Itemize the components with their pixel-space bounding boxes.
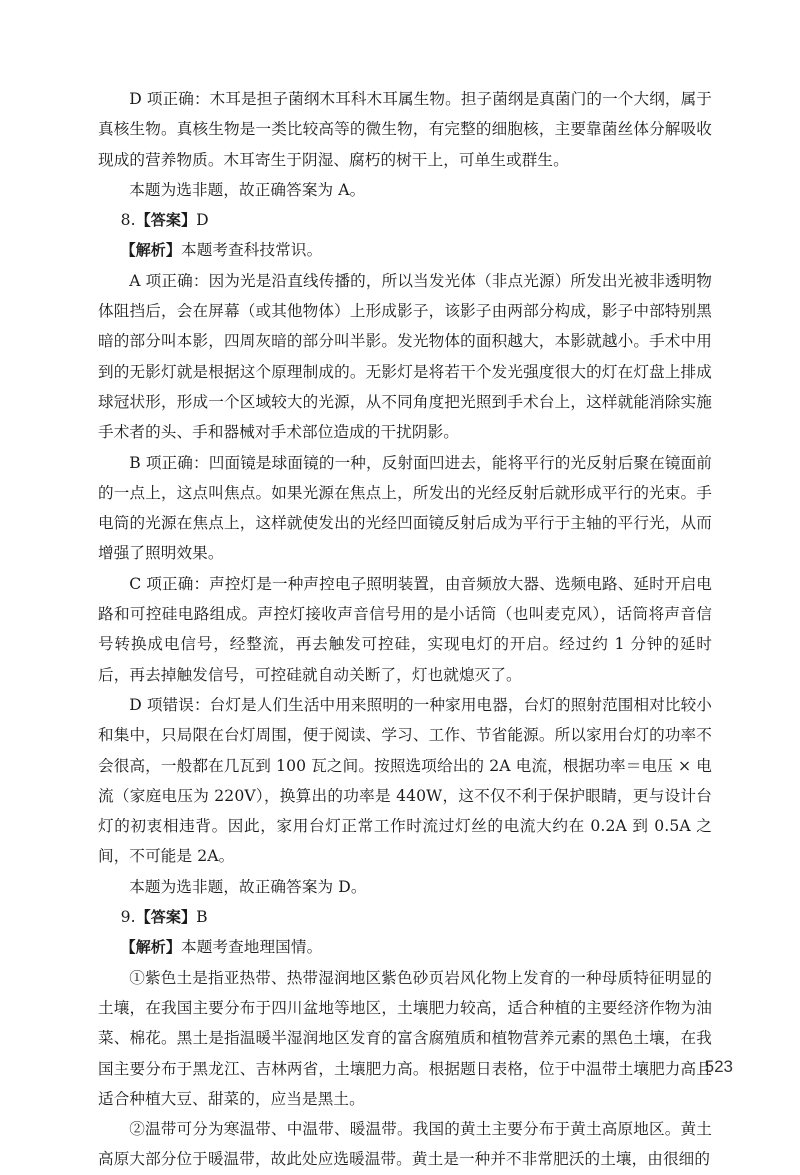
paragraph-conclusion-7: 本题为选非题，故正确答案为 A。 <box>129 180 366 199</box>
analysis-text: 本题考查科技常识。 <box>181 241 323 260</box>
paragraph-c-correct: C 项正确：声控灯是一种声控电子照明装置，由音频放大器、选频电路、延时开启电路和可控硅电路组成。声控灯接收声音信号用的是小话筒（也叫麦克风），话筒将声音信号转换成电信号，经整流，再去触发可控硅，实现电灯的开启。经过约 1 分钟的延时后，再去掉触发信号，可控硅就自动关断了，灯也就熄灭了。 <box>98 574 712 684</box>
paragraph-d-correct: D 项正确：木耳是担子菌纲木耳科木耳属生物。担子菌纲是真菌门的一个大纲，属于真核生物。真核生物是一类比较高等的微生物，有完整的细胞核，主要靠菌丝体分解吸收现成的营养物质。木耳寄生于阴湿、腐朽的树干上，可单生或群生。 <box>98 90 712 169</box>
analysis-9 <box>98 932 712 962</box>
answer-value: B <box>196 908 208 927</box>
answer-label: 【答案】 <box>135 211 197 230</box>
answer-8 <box>98 205 712 235</box>
answer-label: 【答案】 <box>135 908 197 927</box>
page-content <box>98 84 712 1175</box>
answer-value: D <box>196 211 209 230</box>
paragraph-b-correct: B 项正确：凹面镜是球面镜的一种，反射面凹进去，能将平行的光反射后聚在镜面前的一点上，这点叫焦点。如果光源在焦点上，所发出的光经反射后就形成平行的光束。手电筒的光源在焦点上，这样就使发出的光经凹面镜反射后成为平行于主轴的平行光，从而增强了照明效果。 <box>98 453 712 563</box>
question-number: 9. <box>120 908 136 927</box>
paragraph-item-1: ①紫色土是指亚热带、热带湿润地区紫色砂页岩风化物上发育的一种母质特征明显的土壤，在我国主要分布于四川盆地等地区，土壤肥力较高，适合种植的主要经济作物为油菜、棉花。黑土是指温暖半湿润地区发育的富含腐殖质和植物营养元素的黑色土壤，在我国主要分布于黑龙江、吉林两省，土壤肥力高。根据题日表格，位于中温带土壤肥力高且适合种植大豆、甜菜的，应当是黑土。 <box>98 968 712 1108</box>
paragraph-item-2: ②温带可分为寒温带、中温带、暖温带。我国的黄土主要分布于黄土高原地区。黄土高原大部分位于暖温带，故此处应选暖温带。黄土是一种并不非常肥沃的土壤，由很细的 <box>98 1120 712 1169</box>
analysis-8 <box>98 235 712 265</box>
page-number: 523 <box>704 1057 733 1076</box>
analysis-label: 【解析】 <box>120 938 182 957</box>
paragraph-a-correct: A 项正确：因为光是沿直线传播的，所以当发光体（非点光源）所发出光被非透明物体阻挡后，会在屏幕（或其他物体）上形成影子，该影子由两部分构成，影子中部特别黑暗的部分叫本影，四周灰暗的部分叫半影。发光物体的面积越大，本影就越小。手术中用到的无影灯就是根据这个原理制成的。无影灯是将若干个发光强度很大的灯在灯盘上排成球冠状形，形成一个区域较大的光源，从不同角度把光照到手术台上，这样就能消除实施手术者的头、手和器械对手术部位造成的干扰阴影。 <box>98 271 712 442</box>
paragraph-conclusion-8: 本题为选非题，故正确答案为 D。 <box>129 877 367 896</box>
paragraph-d-wrong: D 项错误：台灯是人们生活中用来照明的一种家用电器，台灯的照射范围相对比较小和集中，只局限在台灯周围，便于阅读、学习、工作、节省能源。所以家用台灯的功率不会很高，一般都在几瓦到 100 瓦之间。按照选项给出的 2A 电流，根据功率＝电压 × 电流（家庭电压为 220V），换算出的功率是 440W，这不仅不利于保护眼睛，更与设计台灯的初衷相违背。因此，家用台灯正常工作时流过灯丝的电流大约在 0.2A 到 0.5A 之间，不可能是 2A。 <box>98 695 712 866</box>
question-number: 8. <box>120 211 136 230</box>
analysis-text: 本题考查地理国情。 <box>181 938 323 957</box>
answer-9 <box>98 902 712 932</box>
analysis-label: 【解析】 <box>120 241 182 260</box>
